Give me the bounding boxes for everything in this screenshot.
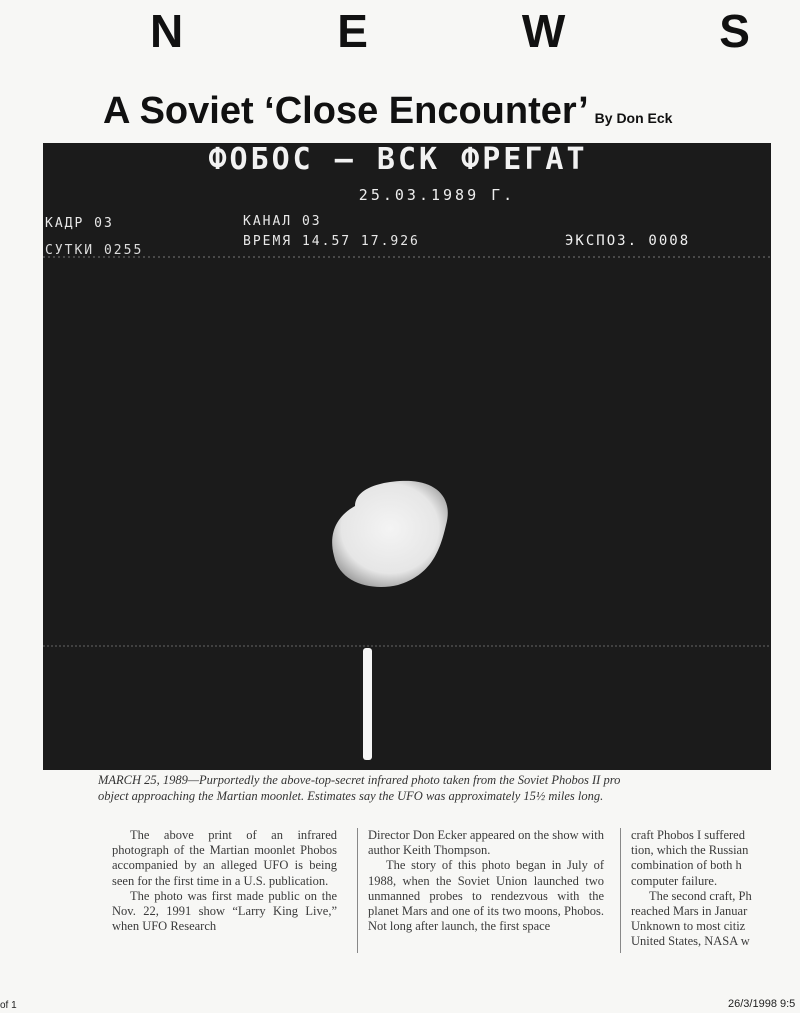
page-label: of 1 bbox=[0, 1000, 17, 1011]
paragraph: The above print of an infrared photograph of the Martian moonlet Phobos accompanied by an alleged UFO is being seen for the first time in a U.S. publication. bbox=[112, 828, 337, 888]
caption-lead: MARCH 25, 1989— bbox=[98, 773, 200, 787]
article-column bbox=[357, 828, 620, 953]
news-masthead bbox=[150, 2, 750, 60]
article-column bbox=[112, 828, 357, 953]
text-line: The second craft, Ph bbox=[649, 888, 752, 903]
masthead-letter: S bbox=[719, 5, 750, 57]
paragraph: The story of this photo began in July of 1988, when the Soviet Union launched two unmanned probes to rendezvous with the planet Mars and one of its two moons, Phobos. Not long after launch, the first space bbox=[368, 858, 604, 934]
masthead-letter: W bbox=[521, 5, 566, 57]
photo-caption bbox=[98, 772, 788, 804]
text-line: United States, NASA w bbox=[631, 934, 750, 949]
text-line: combination of both h bbox=[631, 858, 742, 873]
article-body bbox=[112, 828, 800, 953]
byline: By Don Eck bbox=[594, 110, 673, 126]
headline-title: A Soviet ‘Close Encounter’ bbox=[103, 90, 589, 132]
text-line: Unknown to most citiz bbox=[631, 919, 746, 934]
photo-date: 25.03.1989 Г. bbox=[358, 186, 516, 204]
caption-line: object approaching the Martian moonlet. Estimates say the UFO was approximately 15½ miles long. bbox=[98, 789, 604, 803]
time-label: ВРЕМЯ 14.57 17.926 bbox=[243, 234, 420, 249]
text-line: tion, which the Russian bbox=[631, 843, 749, 858]
ufo-object bbox=[363, 648, 372, 760]
text-line: computer failure. bbox=[631, 873, 718, 888]
caption-line bbox=[98, 772, 788, 788]
channel-label: КАНАЛ 03 bbox=[243, 214, 322, 229]
paragraph: The photo was first made public on the Nov. 22, 1991 show “Larry King Live,” when UFO Research bbox=[112, 888, 337, 934]
day-label: СУТКИ 0255 bbox=[45, 243, 144, 258]
photo-svg bbox=[43, 143, 771, 770]
paragraph: Director Don Ecker appeared on the show with author Keith Thompson. bbox=[368, 828, 604, 858]
print-timestamp: 26/3/1998 9:5 bbox=[728, 998, 796, 1010]
infrared-photo bbox=[43, 143, 771, 770]
headline bbox=[103, 86, 793, 136]
exposure-label: ЭКСПОЗ. 0008 bbox=[565, 233, 691, 249]
text-line: reached Mars in Januar bbox=[631, 904, 748, 919]
masthead-letter: E bbox=[337, 5, 368, 57]
article-column bbox=[620, 828, 791, 953]
frame-label: КАДР 03 bbox=[45, 216, 114, 231]
caption-text: Purportedly the above-top-secret infrared photo taken from the Soviet Phobos II pro bbox=[199, 773, 621, 787]
photo-title: ФОБОС – ВСК ФРЕГАТ bbox=[208, 143, 588, 177]
masthead-letter: N bbox=[150, 5, 184, 57]
text-line: craft Phobos I suffered bbox=[631, 828, 745, 842]
